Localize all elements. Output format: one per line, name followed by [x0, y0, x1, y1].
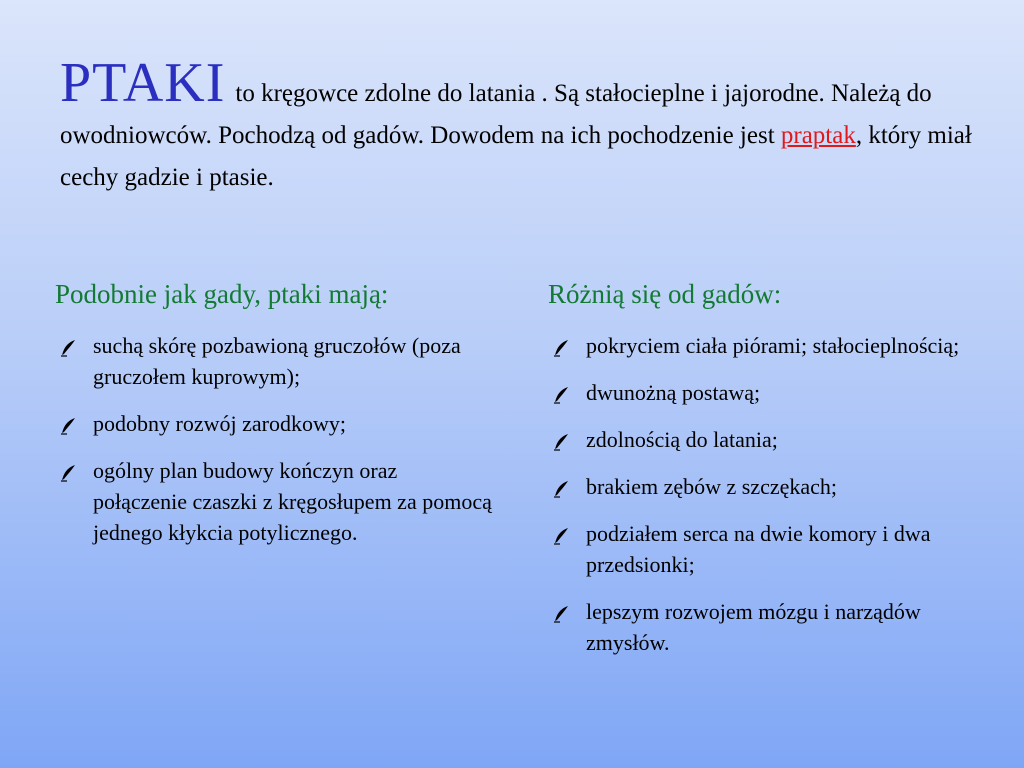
list-item: podobny rozwój zarodkowy;	[55, 408, 495, 439]
list-item: zdolnością do latania;	[548, 424, 988, 455]
quill-pen-icon	[59, 464, 77, 482]
list-item: lepszym rozwojem mózgu i narządów zmysłów.	[548, 596, 988, 658]
quill-pen-icon	[552, 480, 570, 498]
differences-column	[548, 276, 988, 674]
intro-text-after-link: , który miał cechy gadzie i ptasie.	[60, 122, 972, 191]
quill-pen-icon	[59, 339, 77, 357]
quill-pen-icon	[552, 339, 570, 357]
similarities-heading: Podobnie jak gady, ptaki mają:	[55, 279, 389, 309]
intro-paragraph	[60, 52, 980, 199]
slide-title: PTAKI	[60, 52, 226, 114]
list-item: pokryciem ciała piórami; stałocieplnością;	[548, 330, 988, 361]
differences-list	[548, 330, 988, 658]
intro-text-before-link: to kręgowce zdolne do latania . Są stałocieplne i jajorodne. Należą do owodniowców. Pochodzą od gadów. Dowodem na ich pochodzenie jest	[60, 80, 932, 149]
quill-pen-icon	[552, 433, 570, 451]
quill-pen-icon	[552, 527, 570, 545]
praptak-link[interactable]: praptak	[780, 122, 856, 149]
list-item: brakiem zębów z szczękach;	[548, 471, 988, 502]
list-item: dwunożną postawą;	[548, 377, 988, 408]
quill-pen-icon	[59, 417, 77, 435]
similarities-list	[55, 330, 495, 548]
list-item: suchą skórę pozbawioną gruczołów (poza gruczołem kuprowym);	[55, 330, 495, 392]
differences-heading: Różnią się od gadów:	[548, 279, 782, 309]
list-item: podziałem serca na dwie komory i dwa przedsionki;	[548, 518, 988, 580]
quill-pen-icon	[552, 386, 570, 404]
similarities-column	[55, 276, 495, 564]
list-item: ogólny plan budowy kończyn oraz połączenie czaszki z kręgosłupem za pomocą jednego kłykcia potylicznego.	[55, 455, 495, 548]
quill-pen-icon	[552, 605, 570, 623]
